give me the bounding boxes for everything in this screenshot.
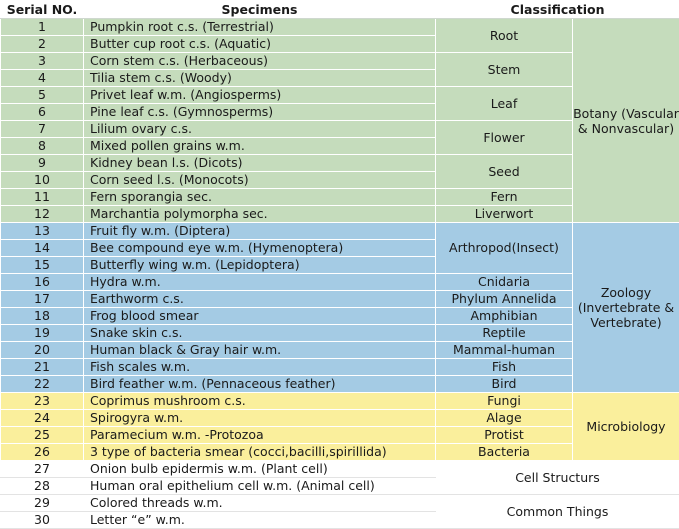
serial-cell: 26 (1, 444, 84, 461)
specimen-cell: Hydra w.m. (84, 274, 436, 291)
specimen-cell: Onion bulb epidermis w.m. (Plant cell) (84, 461, 436, 478)
table-row (1, 393, 679, 410)
serial-cell: 23 (1, 393, 84, 410)
serial-cell: 29 (1, 495, 84, 512)
subcategory-cell: Leaf (436, 87, 573, 121)
subcategory-cell: Protist (436, 427, 573, 444)
serial-cell: 19 (1, 325, 84, 342)
category-cell-microbiology: Microbiology (573, 393, 679, 461)
serial-cell: 5 (1, 87, 84, 104)
specimen-cell: Lilium ovary c.s. (84, 121, 436, 138)
serial-cell: 21 (1, 359, 84, 376)
serial-cell: 17 (1, 291, 84, 308)
subcategory-cell: Bird (436, 376, 573, 393)
specimen-cell: Butter cup root c.s. (Aquatic) (84, 36, 436, 53)
subcategory-cell: Stem (436, 53, 573, 87)
serial-cell: 25 (1, 427, 84, 444)
table-row (1, 461, 679, 478)
subcategory-cell: Alage (436, 410, 573, 427)
subcategory-cell: Cnidaria (436, 274, 573, 291)
specimen-cell: 3 type of bacteria smear (cocci,bacilli,spirillida) (84, 444, 436, 461)
specimen-cell: Privet leaf w.m. (Angiosperms) (84, 87, 436, 104)
serial-cell: 16 (1, 274, 84, 291)
subcategory-cell: Fungi (436, 393, 573, 410)
serial-cell: 1 (1, 19, 84, 36)
table-row (1, 223, 679, 240)
subcategory-cell: Bacteria (436, 444, 573, 461)
serial-cell: 28 (1, 478, 84, 495)
serial-cell: 18 (1, 308, 84, 325)
category-cell-cell-structurs: Cell Structurs (436, 461, 679, 495)
subcategory-cell: Seed (436, 155, 573, 189)
serial-cell: 4 (1, 70, 84, 87)
specimen-cell: Corn seed l.s. (Monocots) (84, 172, 436, 189)
subcategory-cell: Liverwort (436, 206, 573, 223)
specimen-cell: Coprimus mushroom c.s. (84, 393, 436, 410)
specimen-cell: Mixed pollen grains w.m. (84, 138, 436, 155)
specimen-cell: Spirogyra w.m. (84, 410, 436, 427)
serial-cell: 24 (1, 410, 84, 427)
subcategory-cell: Reptile (436, 325, 573, 342)
serial-cell: 30 (1, 512, 84, 529)
serial-cell: 10 (1, 172, 84, 189)
subcategory-cell: Fish (436, 359, 573, 376)
specimen-cell: Fish scales w.m. (84, 359, 436, 376)
specimen-cell: Paramecium w.m. -Protozoa (84, 427, 436, 444)
specimen-cell: Pine leaf c.s. (Gymnosperms) (84, 104, 436, 121)
serial-cell: 27 (1, 461, 84, 478)
specimen-cell: Human oral epithelium cell w.m. (Animal cell) (84, 478, 436, 495)
subcategory-cell: Arthropod(Insect) (436, 223, 573, 274)
header-row (1, 1, 679, 19)
specimen-cell: Human black & Gray hair w.m. (84, 342, 436, 359)
subcategory-cell: Root (436, 19, 573, 53)
table-row (1, 495, 679, 512)
specimen-cell: Bird feather w.m. (Pennaceous feather) (84, 376, 436, 393)
category-cell-botany: Botany (Vascular & Nonvascular) (573, 19, 679, 223)
header-serial: Serial NO. (1, 1, 84, 19)
specimen-cell: Butterfly wing w.m. (Lepidoptera) (84, 257, 436, 274)
category-cell-zoology: Zoology (Invertebrate & Vertebrate) (573, 223, 679, 393)
serial-cell: 15 (1, 257, 84, 274)
serial-cell: 14 (1, 240, 84, 257)
subcategory-cell: Amphibian (436, 308, 573, 325)
specimen-cell: Marchantia polymorpha sec. (84, 206, 436, 223)
header-classification: Classification (436, 1, 679, 19)
subcategory-cell: Fern (436, 189, 573, 206)
specimen-cell: Kidney bean l.s. (Dicots) (84, 155, 436, 172)
table-row (1, 19, 679, 36)
serial-cell: 12 (1, 206, 84, 223)
subcategory-cell: Mammal-human (436, 342, 573, 359)
serial-cell: 8 (1, 138, 84, 155)
serial-cell: 7 (1, 121, 84, 138)
serial-cell: 11 (1, 189, 84, 206)
specimen-cell: Snake skin c.s. (84, 325, 436, 342)
specimen-cell: Letter “e” w.m. (84, 512, 436, 529)
subcategory-cell: Flower (436, 121, 573, 155)
serial-cell: 6 (1, 104, 84, 121)
specimen-cell: Fruit fly w.m. (Diptera) (84, 223, 436, 240)
subcategory-cell: Phylum Annelida (436, 291, 573, 308)
serial-cell: 9 (1, 155, 84, 172)
serial-cell: 13 (1, 223, 84, 240)
specimen-cell: Fern sporangia sec. (84, 189, 436, 206)
header-specimens: Specimens (84, 1, 436, 19)
serial-cell: 3 (1, 53, 84, 70)
serial-cell: 22 (1, 376, 84, 393)
specimen-cell: Earthworm c.s. (84, 291, 436, 308)
specimen-cell: Colored threads w.m. (84, 495, 436, 512)
specimen-cell: Bee compound eye w.m. (Hymenoptera) (84, 240, 436, 257)
serial-cell: 2 (1, 36, 84, 53)
specimen-cell: Tilia stem c.s. (Woody) (84, 70, 436, 87)
specimen-cell: Pumpkin root c.s. (Terrestrial) (84, 19, 436, 36)
specimen-cell: Frog blood smear (84, 308, 436, 325)
serial-cell: 20 (1, 342, 84, 359)
category-cell-common-things: Common Things (436, 495, 679, 529)
specimen-cell: Corn stem c.s. (Herbaceous) (84, 53, 436, 70)
